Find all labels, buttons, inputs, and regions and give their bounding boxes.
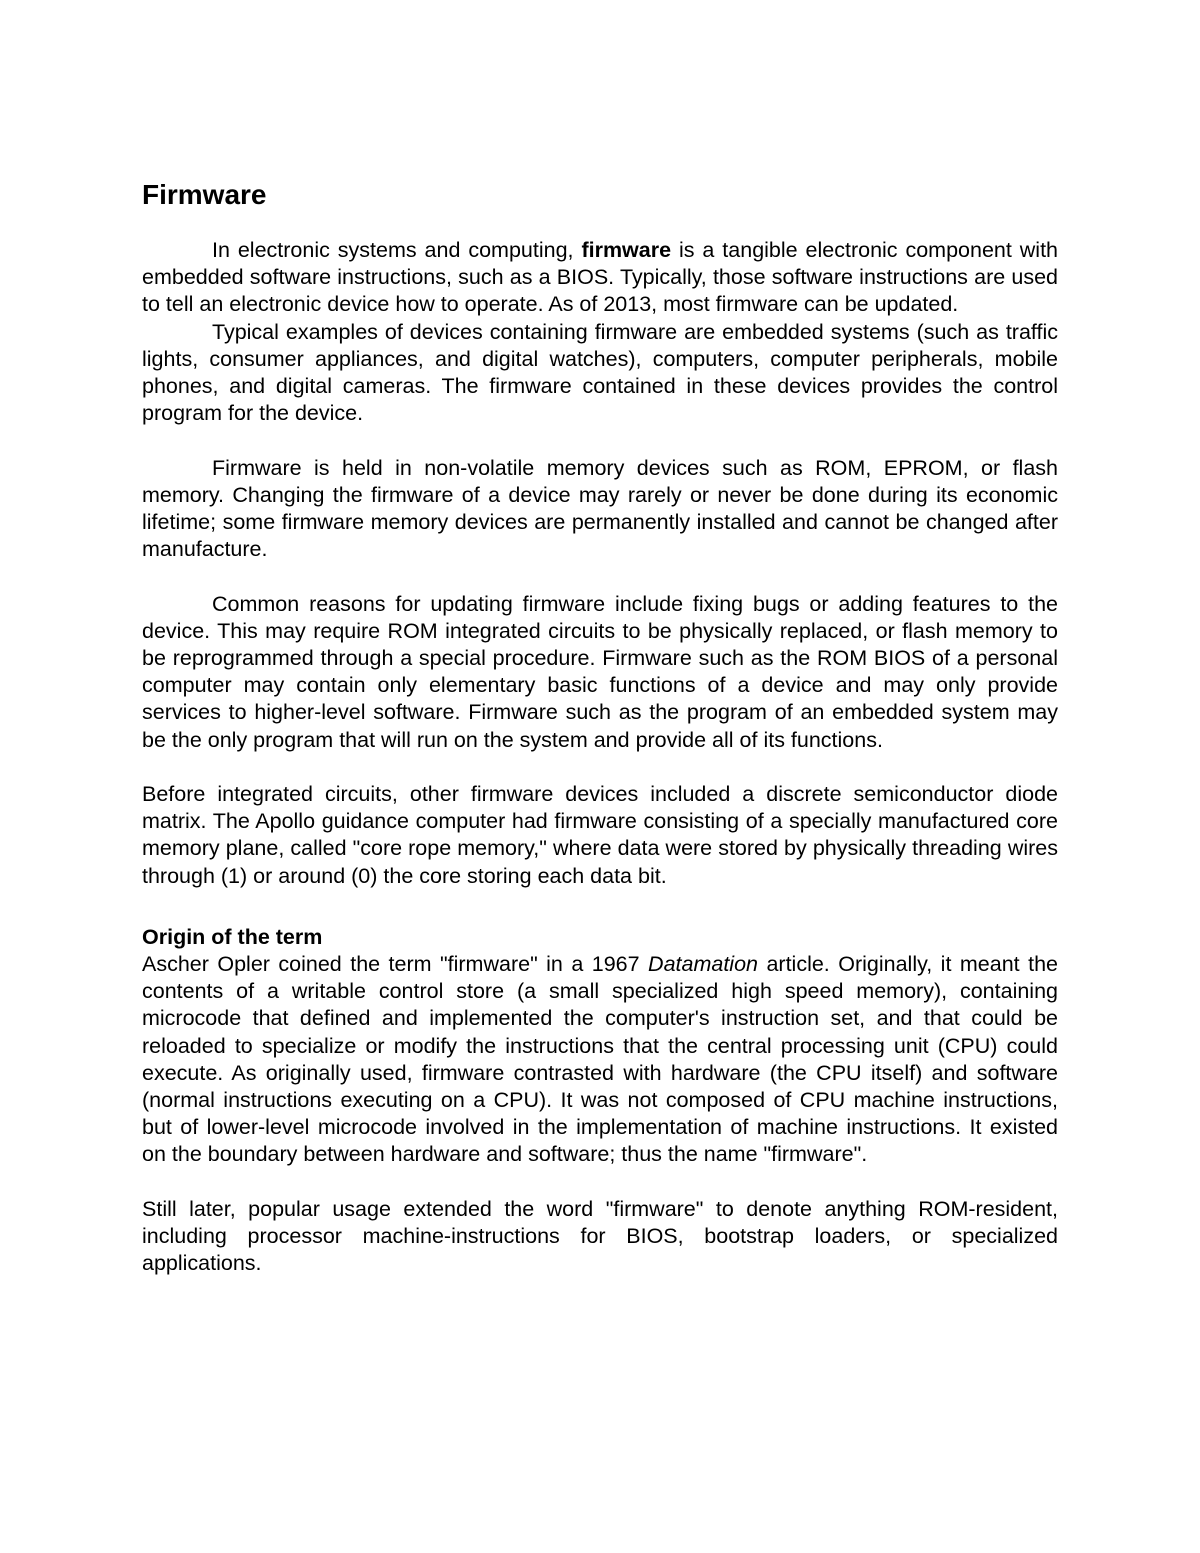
paragraph-examples: Typical examples of devices containing firmware are embedded systems (such as traffic lights, consumer appliances, and digital watches), computers, computer peripherals, mobile phones, and digital cameras. The firmware contained in these devices provides the control program for the device. [142,319,1058,426]
paragraph-updating: Common reasons for updating firmware include fixing bugs or adding features to the device. This may require ROM integrated circuits to be physically replaced, or flash memory to be reprogrammed through a special procedure. Firmware such as the ROM BIOS of a personal computer may contain only elementary basic functions of a device and may only provide services to higher-level software. Firmware such as the program of an embedded system may be the only program that will run on the system and provide all of its functions. [142,591,1058,752]
origin-text-start: Ascher Opler coined the term "firmware" in a 1967 [142,952,649,977]
intro-text-end: is a tangible electronic component with embedded software instructions, such as a BIOS. Typically, those software instructions are used to tell an electronic device how to operate. As of 2013, most firmware can be updated. [142,238,1059,317]
paragraph-spacer [142,563,1058,590]
paragraph-memory: Firmware is held in non-volatile memory devices such as ROM, EPROM, or flash memory. Changing the firmware of a device may rarely or never be done during its economic lifetime; some firmware memory devices are permanently installed and cannot be changed after manufacture. [142,455,1058,562]
paragraph-later-usage: Still later, popular usage extended the word "firmware" to denote anything ROM-resident, including processor machine-instructions for BIOS, bootstrap loaders, or specialized applications. [142,1196,1058,1276]
paragraph-spacer [142,1169,1058,1196]
paragraph-spacer [142,427,1058,454]
paragraph-spacer [142,890,1058,924]
intro-text-start: In electronic systems and computing, [212,238,582,262]
intro-bold-term: firmware [581,238,672,262]
paragraph-history: Before integrated circuits, other firmware devices included a discrete semiconductor diode matrix. The Apollo guidance computer had firmware consisting of a specially manufactured core memory plane, called "core rope memory," where data were stored by physically threading wires through (1) or around (0) the core storing each data bit. [142,782,1058,888]
page-title: Firmware [142,179,267,210]
origin-text-end: article. Originally, it meant the contents of a writable control store (a small specialized high speed memory), containing microcode that defined and implemented the computer's instruction set, and that could be reloaded to specialize or modify the instructions that the central processing unit (CPU) could execute. As originally used, firmware contrasted with hardware (the CPU itself) and software (normal instructions executing on a CPU). It was not composed of CPU machine instructions, but of lower-level microcode involved in the implementation of machine instructions. It existed on the boundary between hardware and software; thus the name "firmware". [142,952,1058,1167]
paragraph-spacer [142,754,1058,781]
document-page [142,178,1058,1277]
origin-italic-publication: Datamation [648,952,758,977]
paragraph-origin [142,951,1058,1169]
section-heading-origin: Origin of the term [142,924,323,949]
paragraph-intro [142,237,1058,319]
